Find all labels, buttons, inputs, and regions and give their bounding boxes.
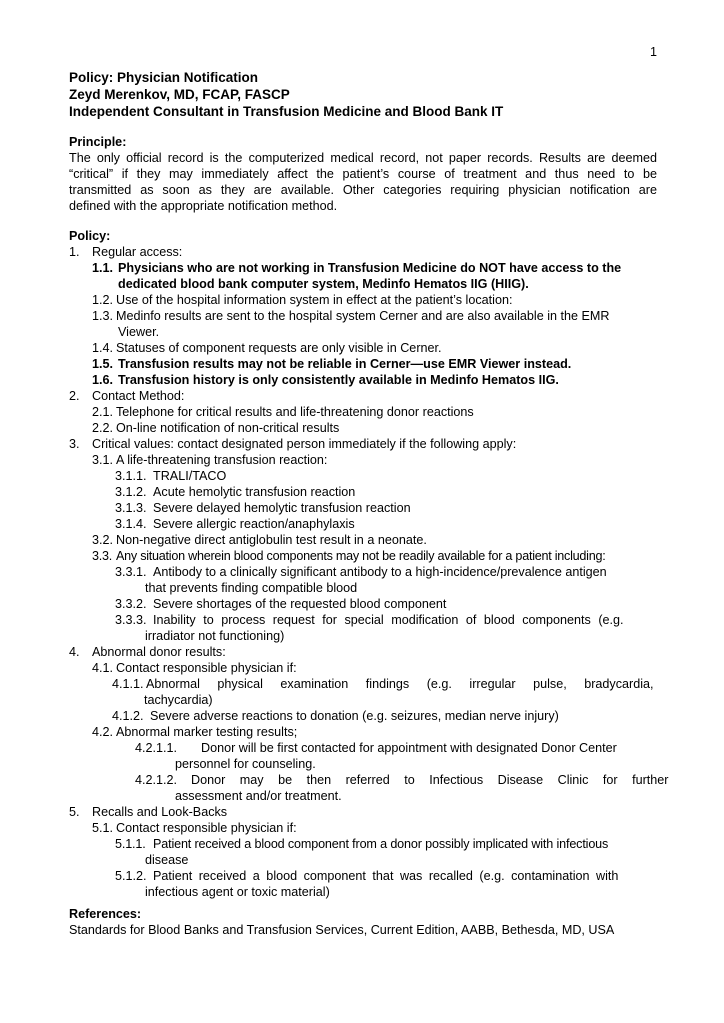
policy-item-4-2: 4.2. Abnormal marker testing results;: [92, 725, 298, 739]
policy-item-1-4: 1.4. Statuses of component requests are only visible in Cerner.: [92, 341, 442, 355]
policy-item-4-1-1: 4.1.1. Abnormal physical examination findings (e.g. irregular pulse, bradycardia,: [112, 677, 654, 691]
policy-item-4-2-1-1-cont: personnel for counseling.: [175, 757, 316, 771]
policy-item-3-3-2: 3.3.2. Severe shortages of the requested blood component: [115, 597, 447, 611]
policy-item-3-1-4: 3.1.4. Severe allergic reaction/anaphylaxis: [115, 517, 355, 531]
policy-item-4-2-1-2: 4.2.1.2. Donor may be then referred to Infectious Disease Clinic for further: [135, 773, 669, 787]
policy-item-2-2: 2.2. On-line notification of non-critical results: [92, 421, 340, 435]
principle-heading: Principle:: [69, 135, 127, 149]
policy-item-3-3: 3.3. Any situation wherein blood components may not be readily available for a patient including:: [92, 549, 606, 563]
author-name: Zeyd Merenkov, MD, FCAP, FASCP: [69, 87, 290, 102]
policy-item-3-1-3: 3.1.3. Severe delayed hemolytic transfusion reaction: [115, 501, 411, 515]
policy-item-5-1-2-cont: infectious agent or toxic material): [145, 885, 330, 899]
principle-line: “critical” if they may immediately affect the patient’s course of treatment and thus need to be: [69, 167, 657, 181]
policy-item-1-6: 1.6. Transfusion history is only consistently available in Medinfo Hematos IIG.: [92, 373, 559, 387]
policy-heading: Policy:: [69, 229, 111, 243]
policy-item-3-3-1-cont: that prevents finding compatible blood: [145, 581, 358, 595]
policy-item-4-2-1-2-cont: assessment and/or treatment.: [175, 789, 342, 803]
policy-item-3-3-1: 3.3.1. Antibody to a clinically significant antibody to a high-incidence/prevalence antigen: [115, 565, 607, 579]
policy-item-2-1: 2.1. Telephone for critical results and life-threatening donor reactions: [92, 405, 474, 419]
policy-item-1: 1. Regular access:: [69, 245, 183, 259]
principle-line: transmitted as soon as they are available. Other categories requiring physician notification are: [69, 183, 657, 197]
policy-item-1-3: 1.3. Medinfo results are sent to the hospital system Cerner and are also available in the EMR: [92, 309, 610, 323]
policy-item-3-2: 3.2. Non-negative direct antiglobulin test result in a neonate.: [92, 533, 427, 547]
policy-item-5-1-1: 5.1.1. Patient received a blood component from a donor possibly implicated with infectious: [115, 837, 609, 851]
policy-item-1-5: 1.5. Transfusion results may not be reliable in Cerner—use EMR Viewer instead.: [92, 357, 572, 371]
policy-item-3: 3. Critical values: contact designated person immediately if the following apply:: [69, 437, 517, 451]
policy-item-4-1-2: 4.1.2. Severe adverse reactions to donation (e.g. seizures, median nerve injury): [112, 709, 559, 723]
policy-item-4-2-1-1: 4.2.1.1. Donor will be first contacted for appointment with designated Donor Center: [135, 741, 617, 755]
principle-line: The only official record is the computerized medical record, not paper records. Results are deemed: [69, 151, 657, 165]
policy-item-4: 4. Abnormal donor results:: [69, 645, 226, 659]
policy-item-4-1: 4.1. Contact responsible physician if:: [92, 661, 297, 675]
policy-item-1-2: 1.2. Use of the hospital information system in effect at the patient’s location:: [92, 293, 513, 307]
policy-item-1-1: 1.1. Physicians who are not working in Transfusion Medicine do NOT have access to the: [92, 261, 622, 275]
principle-line: defined with the appropriate notification method.: [69, 199, 338, 213]
policy-item-1-3-cont: Viewer.: [118, 325, 160, 339]
policy-item-3-3-3-cont: irradiator not functioning): [145, 629, 285, 643]
policy-item-4-1-1-cont: tachycardia): [144, 693, 213, 707]
policy-item-3-1-1: 3.1.1. TRALI/TACO: [115, 469, 227, 483]
policy-item-3-1: 3.1. A life-threatening transfusion reaction:: [92, 453, 328, 467]
policy-item-5-1: 5.1. Contact responsible physician if:: [92, 821, 297, 835]
policy-item-5-1-1-cont: disease: [145, 853, 189, 867]
page-number: 1: [650, 45, 658, 59]
policy-item-5-1-2: 5.1.2. Patient received a blood component that was recalled (e.g. contamination with: [115, 869, 619, 883]
policy-item-1-1-cont: dedicated blood bank computer system, Medinfo Hematos IIG (HIIG).: [118, 277, 529, 291]
policy-item-2: 2. Contact Method:: [69, 389, 185, 403]
reference-item: Standards for Blood Banks and Transfusion Services, Current Edition, AABB, Bethesda, MD, USA: [69, 923, 615, 937]
references-heading: References:: [69, 907, 142, 921]
policy-item-5: 5. Recalls and Look-Backs: [69, 805, 228, 819]
document-title: Policy: Physician Notification: [69, 70, 259, 85]
author-affiliation: Independent Consultant in Transfusion Medicine and Blood Bank IT: [69, 104, 504, 119]
policy-item-3-1-2: 3.1.2. Acute hemolytic transfusion reaction: [115, 485, 356, 499]
policy-item-3-3-3: 3.3.3. Inability to process request for special modification of blood components (e.g.: [115, 613, 624, 627]
